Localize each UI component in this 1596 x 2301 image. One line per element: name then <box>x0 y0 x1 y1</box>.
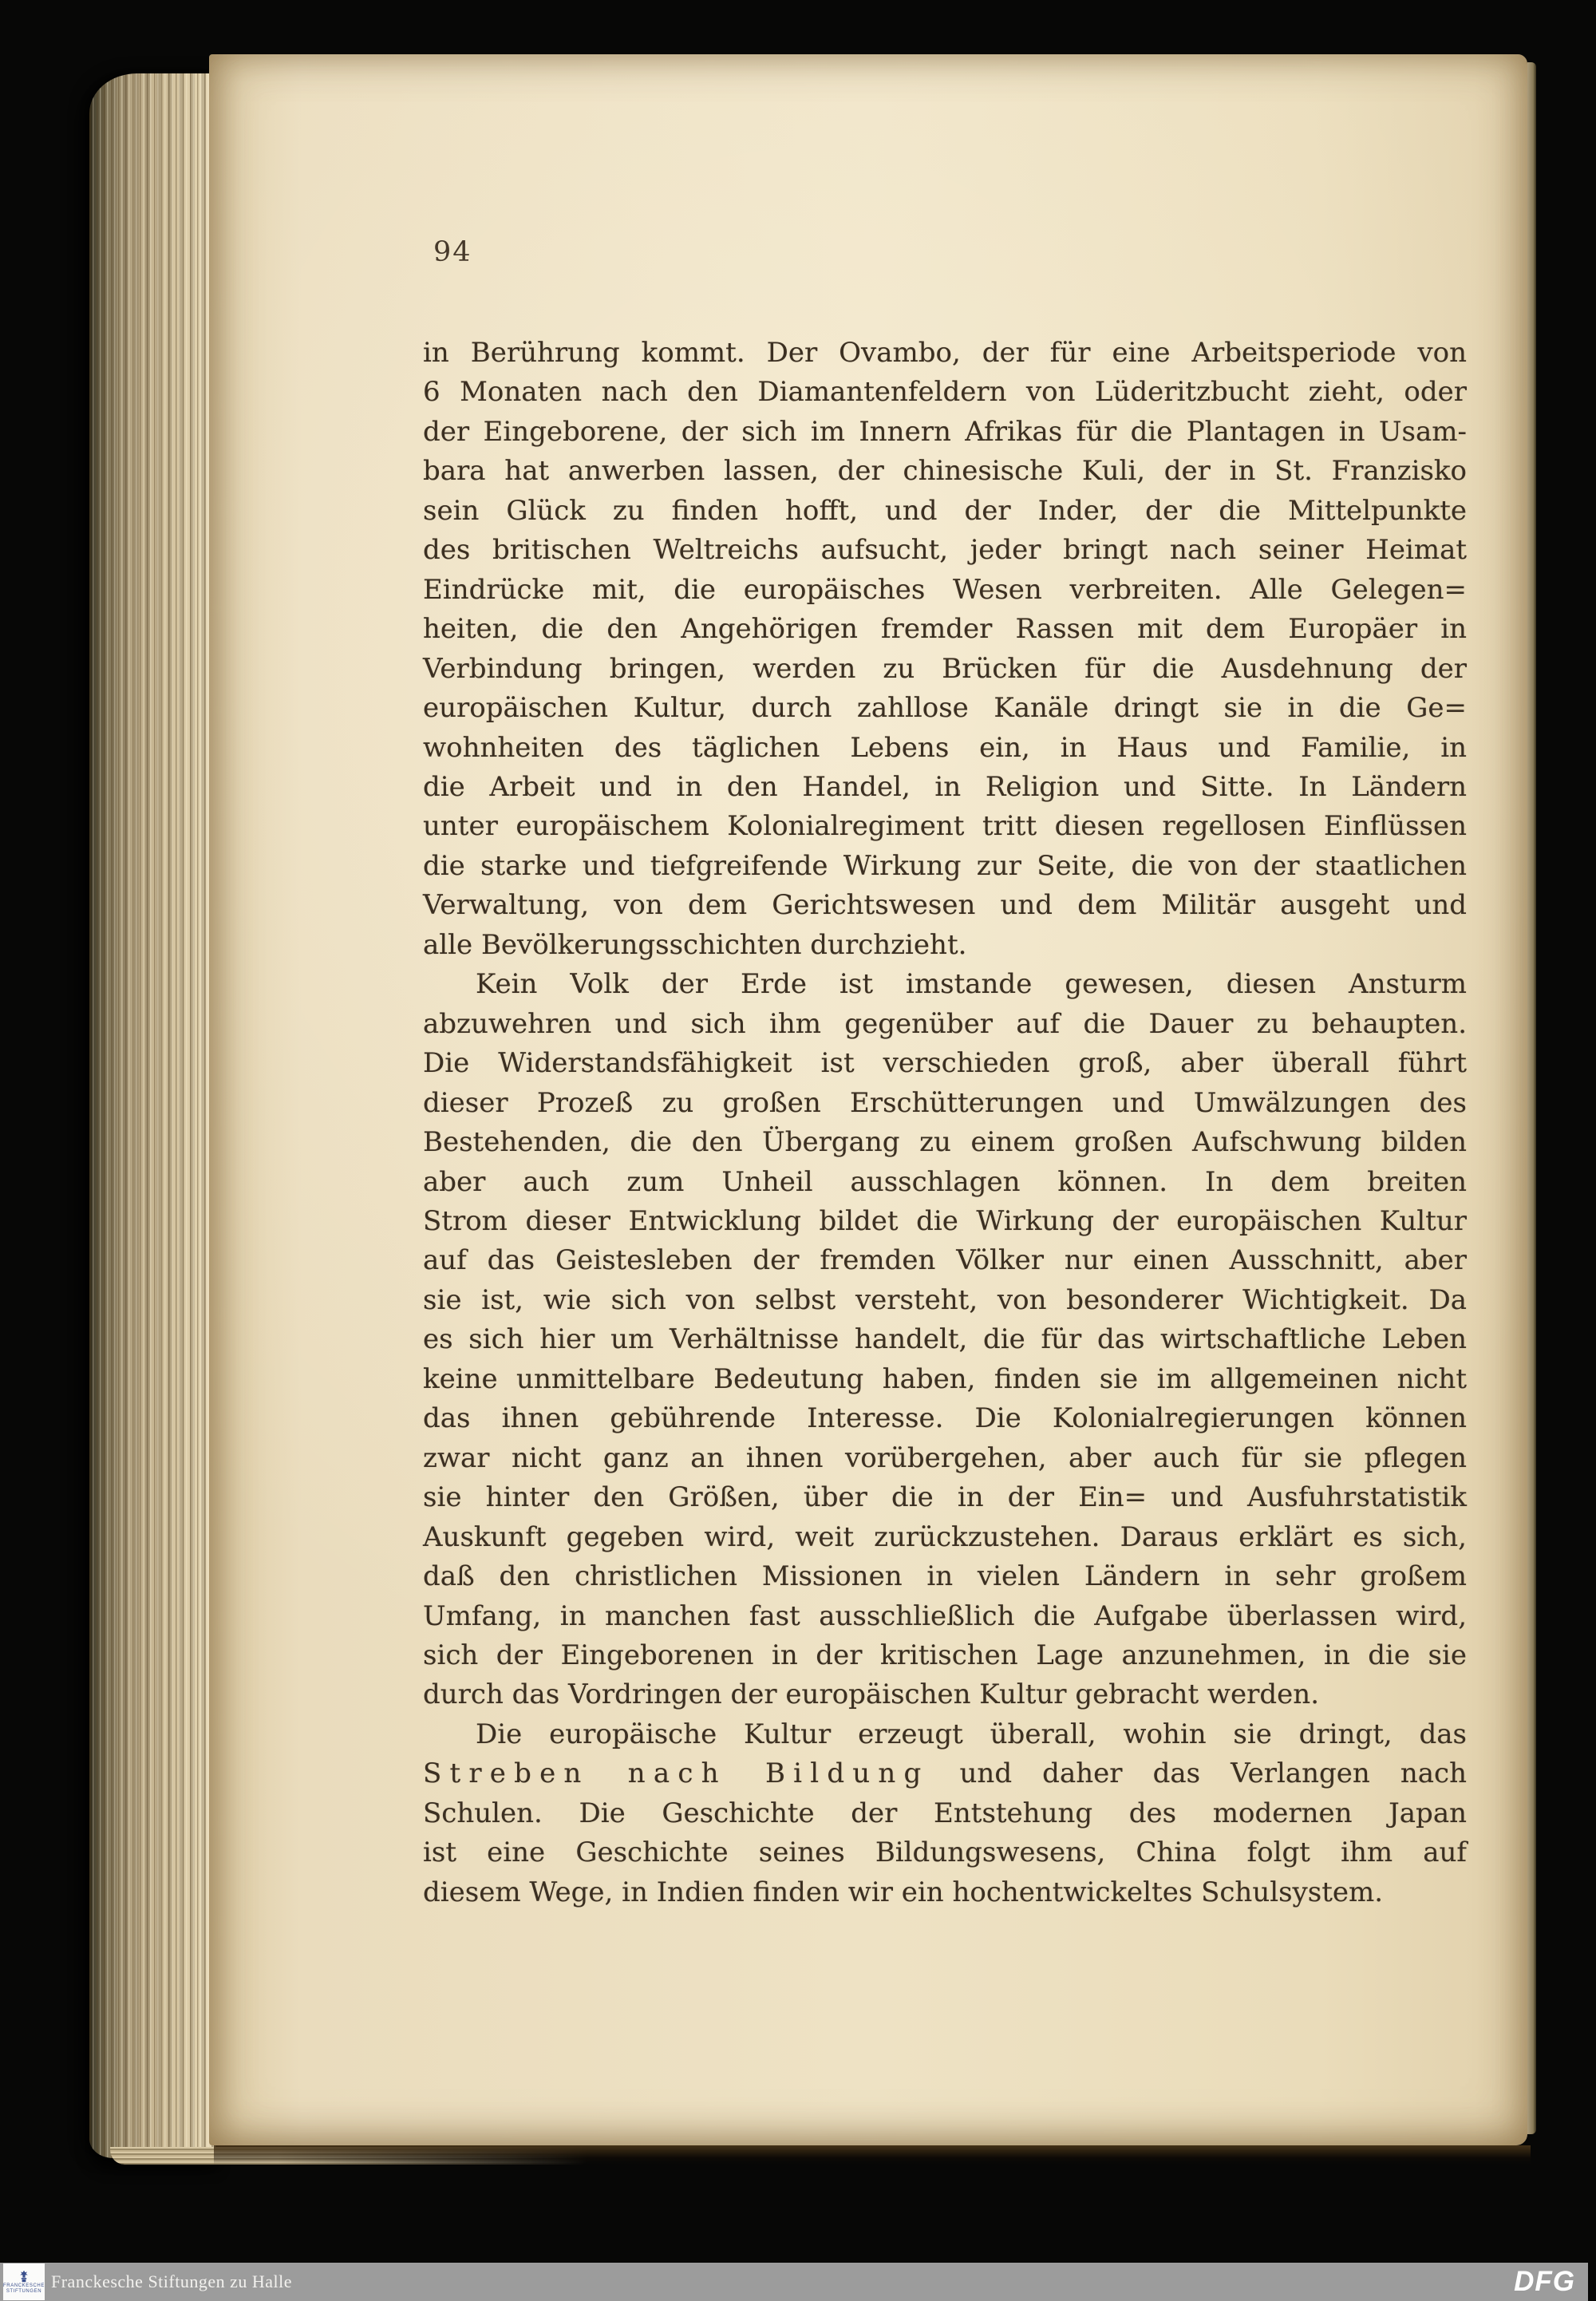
page-bottom-shadow <box>214 2145 1531 2165</box>
text-line-spaced <box>423 1754 1467 1793</box>
text-line: sein Glück zu finden hofft, und der Inder, der die Mittelpunkte <box>423 494 1467 527</box>
text-line: die Arbeit und in den Handel, in Religion und Sitte. In Ländern <box>423 770 1467 803</box>
text-line: Auskunft gegeben wird, weit zurückzustehen. Daraus erklärt es sich, <box>423 1520 1467 1553</box>
text-line: europäischen Kultur, durch zahllose Kanäle dringt sie in die Ge= <box>423 692 1467 725</box>
text-line: Die Widerstandsfähigkeit ist verschieden groß, aber überall führt <box>423 1047 1467 1080</box>
text-line: es sich hier um Verhältnisse handelt, die für das wirtschaftliche Leben <box>423 1323 1467 1356</box>
text-line: sie hinter den Größen, über die in der Ein= und Ausfuhrstatistik <box>423 1481 1467 1514</box>
text-line: alle Bevölkerungsschichten durchzieht. <box>423 928 967 961</box>
text-line: daß den christlichen Missionen in vielen Ländern in sehr großem <box>423 1560 1467 1593</box>
text-line: in Berührung kommt. Der Ovambo, der für eine Arbeitsperiode von <box>423 337 1467 369</box>
text-line: die starke und tiefgreifende Wirkung zur Seite, die von der staatlichen <box>423 849 1467 882</box>
text-line: auf das Geistesleben der fremden Völker nur einen Ausschnitt, aber <box>423 1244 1467 1277</box>
text-line: keine unmittelbare Bedeutung haben, finden sie im allgemeinen nicht <box>423 1362 1467 1395</box>
text-line: unter europäischem Kolonialregiment tritt diesen regellosen Einflüssen <box>423 810 1467 843</box>
book-page-edges <box>89 73 215 2158</box>
text-line: aber auch zum Unheil ausschlagen können. In dem breiten <box>423 1165 1467 1198</box>
text-line: wohnheiten des täglichen Lebens ein, in Haus und Familie, in <box>423 731 1467 764</box>
source-attribution-label: Franckesche Stiftungen zu Halle <box>51 2271 293 2291</box>
text-line: dieser Prozeß zu großen Erschütterungen und Umwälzungen des <box>423 1086 1467 1119</box>
text-line: Kein Volk der Erde ist imstande gewesen, diesen Ansturm <box>476 968 1467 1001</box>
franckesche-emblem-icon <box>18 2270 30 2283</box>
page-text <box>423 334 1467 1912</box>
text-line: Verwaltung, von dem Gerichtswesen und dem Militär ausgeht und <box>423 889 1467 922</box>
text-line: sich der Eingeborenen in der kritischen Lage anzunehmen, in die sie <box>423 1639 1467 1671</box>
text-line: durch das Vordringen der europäischen Kultur gebracht werden. <box>423 1678 1319 1711</box>
text-line: Schulen. Die Geschichte der Entstehung des modernen Japan <box>423 1797 1467 1829</box>
text-line: Die europäische Kultur erzeugt überall, wohin sie dringt, das <box>476 1718 1467 1750</box>
text-line: Eindrücke mit, die europäisches Wesen verbreiten. Alle Gelegen= <box>423 573 1467 606</box>
text-line: heiten, die den Angehörigen fremder Rassen mit dem Europäer in <box>423 613 1467 646</box>
dfg-logo: DFG <box>1514 2266 1575 2297</box>
text-line: das ihnen gebührende Interesse. Die Kolonialregierungen können <box>423 1402 1467 1435</box>
logo-text-line2: STIFTUNGEN <box>6 2288 42 2294</box>
text-line: der Eingeborene, der sich im Innern Afrikas für die Plantagen in Usam- <box>423 415 1467 448</box>
text-line: Umfang, in manchen fast ausschließlich die Aufgabe überlassen wird, <box>423 1599 1467 1632</box>
text-line: ist eine Geschichte seines Bildungswesens, China folgt ihm auf <box>423 1836 1467 1869</box>
text-line: zwar nicht ganz an ihnen vorübergehen, aber auch für sie pflegen <box>423 1441 1467 1474</box>
viewer-footer-bar <box>0 2263 1588 2301</box>
text-line: Bestehenden, die den Übergang zu einem großen Aufschwung bilden <box>423 1126 1467 1159</box>
text-line: 6 Monaten nach den Diamantenfeldern von Lüderitzbucht zieht, oder <box>423 376 1467 409</box>
text-line: sie ist, wie sich von selbst versteht, von besonderer Wichtigkeit. Da <box>423 1283 1467 1316</box>
text-line: des britischen Weltreichs aufsucht, jeder bringt nach seiner Heimat <box>423 534 1467 567</box>
logo-text-line1: FRANCKESCHE <box>3 2283 45 2288</box>
text-line: Strom dieser Entwicklung bildet die Wirkung der europäischen Kultur <box>423 1204 1467 1237</box>
page-number: 94 <box>433 236 472 268</box>
franckesche-stiftungen-logo <box>3 2263 45 2300</box>
text-line: diesem Wege, in Indien finden wir ein hochentwickeltes Schulsystem. <box>423 1876 1384 1908</box>
text-line: abzuwehren und sich ihm gegenüber auf die Dauer zu behaupten. <box>423 1007 1467 1040</box>
text-line-rest: und daher das Verlangen nach <box>929 1757 1467 1790</box>
emphasized-spaced-text: Streben nach Bildung <box>423 1757 930 1790</box>
text-line: Verbindung bringen, werden zu Brücken für die Ausdehnung der <box>423 652 1467 685</box>
franckesche-logo-text <box>3 2283 45 2295</box>
text-line: bara hat anwerben lassen, der chinesische Kuli, der in St. Franzisko <box>423 455 1467 488</box>
page-right-edge <box>1527 62 1536 2134</box>
